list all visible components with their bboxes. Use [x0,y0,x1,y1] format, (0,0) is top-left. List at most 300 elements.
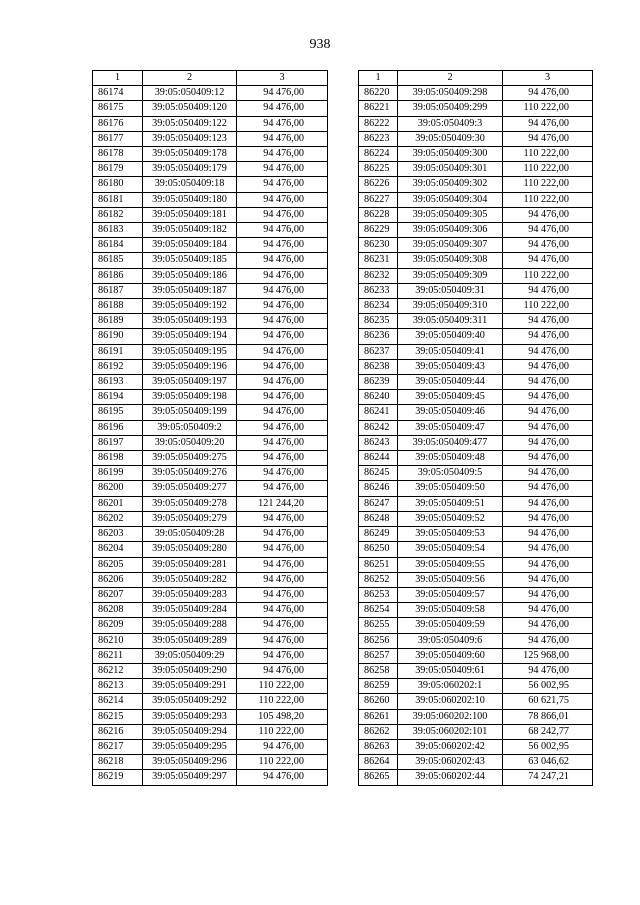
table-row [359,101,593,116]
cadastral-value: 94 476,00 [503,618,593,633]
cadastral-value: 94 476,00 [503,557,593,572]
cadastral-number: 39:05:060202:10 [398,694,503,709]
cadastral-number: 39:05:050409:311 [398,314,503,329]
table-row [359,268,593,283]
cadastral-number: 39:05:050409:20 [143,435,237,450]
row-number: 86178 [93,147,143,162]
cadastral-number: 39:05:050409:120 [143,101,237,116]
cadastral-value: 94 476,00 [503,375,593,390]
cadastral-value: 94 476,00 [237,618,328,633]
row-number: 86177 [93,131,143,146]
row-number: 86185 [93,253,143,268]
row-number: 86241 [359,405,398,420]
row-number: 86243 [359,435,398,450]
cadastral-value: 74 247,21 [503,770,593,785]
table-row [93,405,328,420]
cadastral-number: 39:05:050409:56 [398,572,503,587]
row-number: 86215 [93,709,143,724]
table-row [359,603,593,618]
table-row [93,131,328,146]
table-row [93,603,328,618]
cadastral-value: 94 476,00 [503,663,593,678]
row-number: 86213 [93,679,143,694]
cadastral-number: 39:05:050409:276 [143,466,237,481]
row-number: 86264 [359,755,398,770]
cadastral-value: 110 222,00 [237,755,328,770]
cadastral-number: 39:05:050409:123 [143,131,237,146]
cadastral-number: 39:05:050409:278 [143,496,237,511]
table-row [93,223,328,238]
row-number: 86203 [93,527,143,542]
cadastral-value: 56 002,95 [503,739,593,754]
cadastral-value: 94 476,00 [237,739,328,754]
row-number: 86237 [359,344,398,359]
row-number: 86207 [93,587,143,602]
row-number: 86233 [359,283,398,298]
row-number: 86229 [359,223,398,238]
cadastral-value: 94 476,00 [503,329,593,344]
row-number: 86224 [359,147,398,162]
cadastral-number: 39:05:050409:54 [398,542,503,557]
row-number: 86263 [359,739,398,754]
row-number: 86242 [359,420,398,435]
row-number: 86196 [93,420,143,435]
cadastral-value: 94 476,00 [237,177,328,192]
cadastral-value: 94 476,00 [237,207,328,222]
cadastral-value: 94 476,00 [237,223,328,238]
row-number: 86214 [93,694,143,709]
cadastral-number: 39:05:050409:195 [143,344,237,359]
table-row [93,694,328,709]
cadastral-value: 94 476,00 [237,375,328,390]
cadastral-value: 94 476,00 [503,466,593,481]
row-number: 86230 [359,238,398,253]
row-number: 86195 [93,405,143,420]
cadastral-value: 94 476,00 [503,207,593,222]
cadastral-value: 94 476,00 [503,603,593,618]
cadastral-value: 94 476,00 [237,253,328,268]
cadastral-number: 39:05:060202:42 [398,739,503,754]
cadastral-number: 39:05:050409:305 [398,207,503,222]
cadastral-value: 94 476,00 [503,283,593,298]
cadastral-number: 39:05:050409:30 [398,131,503,146]
cadastral-value: 125 968,00 [503,648,593,663]
table-row [359,162,593,177]
table-row [93,192,328,207]
table-row [93,116,328,131]
table-row [93,466,328,481]
cadastral-number: 39:05:050409:43 [398,359,503,374]
row-number: 86194 [93,390,143,405]
table-row [359,375,593,390]
table-row [359,527,593,542]
cadastral-number: 39:05:050409:310 [398,299,503,314]
cadastral-number: 39:05:050409:59 [398,618,503,633]
cadastral-number: 39:05:050409:302 [398,177,503,192]
cadastral-value: 94 476,00 [503,405,593,420]
column-header: 2 [143,71,237,86]
cadastral-value: 94 476,00 [503,344,593,359]
table-row [93,679,328,694]
cadastral-value: 110 222,00 [503,177,593,192]
table-row [359,770,593,785]
cadastral-number: 39:05:050409:53 [398,527,503,542]
cadastral-value: 94 476,00 [503,238,593,253]
row-number: 86226 [359,177,398,192]
cadastral-number: 39:05:050409:45 [398,390,503,405]
cadastral-number: 39:05:050409:180 [143,192,237,207]
cadastral-number: 39:05:050409:196 [143,359,237,374]
cadastral-value: 94 476,00 [237,344,328,359]
row-number: 86191 [93,344,143,359]
row-number: 86236 [359,329,398,344]
row-number: 86184 [93,238,143,253]
row-number: 86260 [359,694,398,709]
cadastral-number: 39:05:050409:12 [143,86,237,101]
cadastral-number: 39:05:050409:187 [143,283,237,298]
cadastral-number: 39:05:050409:293 [143,709,237,724]
row-number: 86199 [93,466,143,481]
cadastral-number: 39:05:050409:282 [143,572,237,587]
row-number: 86223 [359,131,398,146]
row-number: 86238 [359,359,398,374]
cadastral-number: 39:05:050409:290 [143,663,237,678]
table-row [93,724,328,739]
table-row [93,527,328,542]
table-row [93,648,328,663]
cadastral-value: 94 476,00 [237,648,328,663]
table-row [359,253,593,268]
table-row [359,116,593,131]
cadastral-number: 39:05:050409:308 [398,253,503,268]
row-number: 86186 [93,268,143,283]
cadastral-value: 94 476,00 [503,420,593,435]
cadastral-number: 39:05:050409:298 [398,86,503,101]
row-number: 86212 [93,663,143,678]
cadastral-number: 39:05:050409:307 [398,238,503,253]
table-row [93,162,328,177]
table-row [93,390,328,405]
row-number: 86228 [359,207,398,222]
cadastral-number: 39:05:050409:309 [398,268,503,283]
cadastral-number: 39:05:050409:294 [143,724,237,739]
cadastral-value: 94 476,00 [503,511,593,526]
cadastral-value: 94 476,00 [237,572,328,587]
cadastral-number: 39:05:050409:300 [398,147,503,162]
cadastral-number: 39:05:050409:193 [143,314,237,329]
row-number: 86232 [359,268,398,283]
table-row [93,86,328,101]
table-row [93,329,328,344]
cadastral-number: 39:05:050409:280 [143,542,237,557]
row-number: 86257 [359,648,398,663]
column-header: 2 [398,71,503,86]
cadastral-value: 68 242,77 [503,724,593,739]
cadastral-value: 94 476,00 [237,329,328,344]
row-number: 86218 [93,755,143,770]
cadastral-number: 39:05:050409:192 [143,299,237,314]
table-row [359,390,593,405]
table-row [359,648,593,663]
page-number: 938 [309,37,331,52]
table-row [359,299,593,314]
table-row [93,101,328,116]
cadastral-number: 39:05:050409:122 [143,116,237,131]
cadastral-number: 39:05:050409:289 [143,633,237,648]
table-row [359,435,593,450]
table-row [93,633,328,648]
cadastral-value: 94 476,00 [237,542,328,557]
row-number: 86176 [93,116,143,131]
table-row [359,207,593,222]
table-row [93,542,328,557]
row-number: 86250 [359,542,398,557]
cadastral-value: 63 046,62 [503,755,593,770]
cadastral-value: 94 476,00 [503,131,593,146]
cadastral-number: 39:05:050409:277 [143,481,237,496]
cadastral-number: 39:05:050409:52 [398,511,503,526]
table-row [359,542,593,557]
cadastral-number: 39:05:050409:61 [398,663,503,678]
table-row [93,177,328,192]
cadastral-value: 94 476,00 [237,663,328,678]
table-row [359,147,593,162]
cadastral-number: 39:05:050409:182 [143,223,237,238]
cadastral-value: 94 476,00 [237,770,328,785]
table-row [93,238,328,253]
cadastral-number: 39:05:050409:199 [143,405,237,420]
row-number: 86208 [93,603,143,618]
cadastral-value: 94 476,00 [503,435,593,450]
table-row [359,511,593,526]
header-row [93,71,328,86]
cadastral-number: 39:05:050409:304 [398,192,503,207]
table-row [93,253,328,268]
cadastral-value: 78 866,01 [503,709,593,724]
row-number: 86192 [93,359,143,374]
row-number: 86201 [93,496,143,511]
cadastral-number: 39:05:050409:184 [143,238,237,253]
table-row [359,587,593,602]
table-row [93,207,328,222]
cadastral-number: 39:05:050409:477 [398,435,503,450]
table-row [93,359,328,374]
table-row [93,496,328,511]
table-row [93,451,328,466]
table-row [93,299,328,314]
table-row [359,481,593,496]
cadastral-value: 94 476,00 [237,86,328,101]
table-row [359,283,593,298]
cadastral-number: 39:05:050409:179 [143,162,237,177]
table-row [93,435,328,450]
row-number: 86253 [359,587,398,602]
cadastral-number: 39:05:050409:288 [143,618,237,633]
cadastral-value: 94 476,00 [237,147,328,162]
cadastral-number: 39:05:050409:297 [143,770,237,785]
table-row [93,739,328,754]
header-row [359,71,593,86]
table-row [359,694,593,709]
row-number: 86190 [93,329,143,344]
table-row [359,466,593,481]
table-row [359,86,593,101]
table-row [359,633,593,648]
row-number: 86209 [93,618,143,633]
row-number: 86251 [359,557,398,572]
cadastral-number: 39:05:050409:301 [398,162,503,177]
row-number: 86256 [359,633,398,648]
cadastral-value: 110 222,00 [237,724,328,739]
row-number: 86204 [93,542,143,557]
table-row [359,223,593,238]
table-row [359,557,593,572]
cadastral-number: 39:05:050409:44 [398,375,503,390]
row-number: 86193 [93,375,143,390]
table-row [93,770,328,785]
cadastral-number: 39:05:050409:47 [398,420,503,435]
cadastral-number: 39:05:050409:292 [143,694,237,709]
cadastral-value: 94 476,00 [503,542,593,557]
cadastral-value: 94 476,00 [237,192,328,207]
cadastral-number: 39:05:050409:51 [398,496,503,511]
cadastral-value: 94 476,00 [237,283,328,298]
cadastral-number: 39:05:060202:101 [398,724,503,739]
cadastral-value: 94 476,00 [237,390,328,405]
cadastral-number: 39:05:050409:283 [143,587,237,602]
row-number: 86181 [93,192,143,207]
cadastral-value: 94 476,00 [237,603,328,618]
cadastral-number: 39:05:050409:296 [143,755,237,770]
cadastral-value: 94 476,00 [503,633,593,648]
row-number: 86234 [359,299,398,314]
table-row [359,739,593,754]
table-row [93,283,328,298]
cadastral-number: 39:05:050409:281 [143,557,237,572]
cadastral-number: 39:05:050409:197 [143,375,237,390]
row-number: 86220 [359,86,398,101]
cadastral-value: 94 476,00 [237,435,328,450]
cadastral-number: 39:05:050409:306 [398,223,503,238]
cadastral-number: 39:05:050409:60 [398,648,503,663]
row-number: 86175 [93,101,143,116]
row-number: 86180 [93,177,143,192]
cadastral-number: 39:05:050409:279 [143,511,237,526]
cadastral-number: 39:05:050409:5 [398,466,503,481]
table-row [359,314,593,329]
cadastral-value: 94 476,00 [237,116,328,131]
row-number: 86222 [359,116,398,131]
cadastral-value: 110 222,00 [503,192,593,207]
cadastral-number: 39:05:050409:31 [398,283,503,298]
cadastral-value: 94 476,00 [237,268,328,283]
table-row [93,420,328,435]
row-number: 86187 [93,283,143,298]
row-number: 86240 [359,390,398,405]
cadastral-value: 94 476,00 [503,390,593,405]
row-number: 86227 [359,192,398,207]
column-header: 1 [93,71,143,86]
cadastral-value: 94 476,00 [237,557,328,572]
cadastral-value: 94 476,00 [503,86,593,101]
cadastral-number: 39:05:050409:291 [143,679,237,694]
cadastral-value: 94 476,00 [237,451,328,466]
row-number: 86247 [359,496,398,511]
cadastral-value: 94 476,00 [503,587,593,602]
cadastral-number: 39:05:050409:194 [143,329,237,344]
row-number: 86179 [93,162,143,177]
cadastral-number: 39:05:050409:29 [143,648,237,663]
row-number: 86205 [93,557,143,572]
cadastral-value: 94 476,00 [237,527,328,542]
row-number: 86261 [359,709,398,724]
table-row [359,663,593,678]
cadastral-number: 39:05:050409:299 [398,101,503,116]
table-row [359,344,593,359]
table-row [93,572,328,587]
table-row [93,587,328,602]
table-row [93,147,328,162]
register-table-left [92,70,328,786]
table-row [359,451,593,466]
row-number: 86217 [93,739,143,754]
cadastral-value: 110 222,00 [237,679,328,694]
table-row [93,557,328,572]
table-row [93,511,328,526]
row-number: 86182 [93,207,143,222]
table-row [93,268,328,283]
cadastral-number: 39:05:050409:186 [143,268,237,283]
row-number: 86219 [93,770,143,785]
table-row [359,420,593,435]
cadastral-number: 39:05:060202:1 [398,679,503,694]
cadastral-value: 110 222,00 [237,694,328,709]
row-number: 86255 [359,618,398,633]
table-row [359,192,593,207]
cadastral-number: 39:05:060202:44 [398,770,503,785]
row-number: 86198 [93,451,143,466]
row-number: 86258 [359,663,398,678]
row-number: 86225 [359,162,398,177]
row-number: 86239 [359,375,398,390]
row-number: 86188 [93,299,143,314]
row-number: 86259 [359,679,398,694]
row-number: 86265 [359,770,398,785]
table-row [93,314,328,329]
row-number: 86221 [359,101,398,116]
column-header: 3 [237,71,328,86]
cadastral-value: 94 476,00 [237,587,328,602]
cadastral-value: 110 222,00 [503,162,593,177]
cadastral-number: 39:05:050409:275 [143,451,237,466]
row-number: 86248 [359,511,398,526]
row-number: 86211 [93,648,143,663]
cadastral-value: 94 476,00 [503,314,593,329]
row-number: 86206 [93,572,143,587]
row-number: 86235 [359,314,398,329]
table-row [359,359,593,374]
cadastral-value: 94 476,00 [237,405,328,420]
cadastral-number: 39:05:050409:50 [398,481,503,496]
cadastral-value: 121 244,20 [237,496,328,511]
cadastral-number: 39:05:050409:55 [398,557,503,572]
row-number: 86254 [359,603,398,618]
cadastral-number: 39:05:050409:57 [398,587,503,602]
table-row [359,131,593,146]
cadastral-number: 39:05:050409:284 [143,603,237,618]
cadastral-value: 94 476,00 [237,131,328,146]
cadastral-number: 39:05:060202:100 [398,709,503,724]
